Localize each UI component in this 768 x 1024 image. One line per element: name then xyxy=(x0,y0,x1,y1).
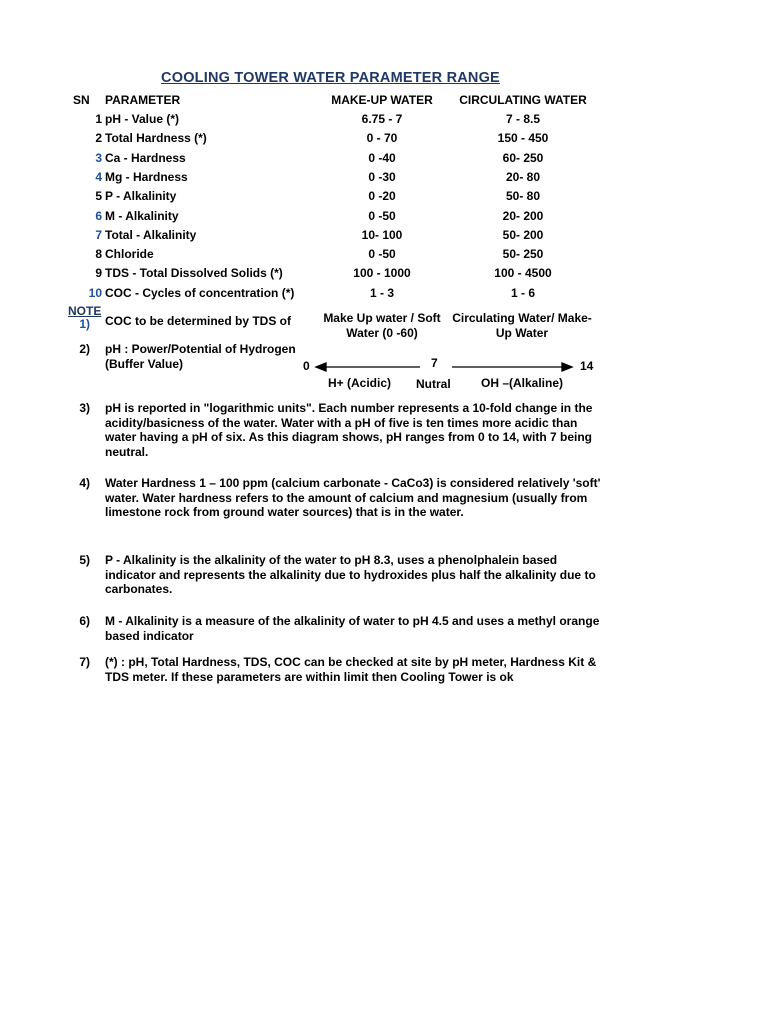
note-text: pH : Power/Potential of Hydrogen (Buffer Value) xyxy=(105,342,296,371)
note-text: M - Alkalinity is a measure of the alkalinity of water to pH 4.5 and uses a methyl orange based indicator xyxy=(105,614,600,643)
ph-scale-max: 14 xyxy=(580,359,594,373)
row-circulating: 60- 250 xyxy=(502,151,544,165)
row-parameter: P - Alkalinity xyxy=(105,189,177,203)
row-sn: 7 xyxy=(95,228,102,242)
ph-scale-min: 0 xyxy=(303,359,310,373)
ph-scale-mid: 7 xyxy=(431,356,438,370)
row-parameter: Mg - Hardness xyxy=(105,170,188,184)
alkaline-arrowhead xyxy=(562,363,572,371)
row-sn: 10 xyxy=(88,286,102,300)
row-makeup: 6.75 - 7 xyxy=(361,112,403,126)
row-makeup: 0 -30 xyxy=(368,170,396,184)
row-sn: 6 xyxy=(95,209,102,223)
ph-acidic-label: H+ (Acidic) xyxy=(328,376,392,390)
acidic-arrowhead xyxy=(316,363,326,371)
row-makeup: 0 -50 xyxy=(368,209,396,223)
row-sn: 4 xyxy=(95,170,102,184)
note-col-makeup: Make Up water / Soft Water (0 -60) xyxy=(323,311,441,340)
row-circulating: 50- 200 xyxy=(502,228,544,242)
note-number: 7) xyxy=(79,655,90,669)
note-text: pH is reported in "logarithmic units". Each number represents a 10-fold change in the acidity/basicness of the water. Water with a pH of five is ten times more acidic than water having a pH of six. As this diagram shows, pH ranges from 0 to 14, with 7 being neutral. xyxy=(105,401,593,459)
row-sn: 3 xyxy=(95,151,102,165)
row-circulating: 50- 250 xyxy=(502,247,544,261)
row-parameter: pH - Value (*) xyxy=(105,112,180,126)
row-makeup: 0 -20 xyxy=(368,189,396,203)
note-text: (*) : pH, Total Hardness, TDS, COC can be checked at site by pH meter, Hardness Kit & TDS meter. If these parameters are within limit then Cooling Tower is ok xyxy=(105,655,597,684)
row-circulating: 50- 80 xyxy=(505,189,541,203)
header-makeup: MAKE-UP WATER xyxy=(331,93,433,107)
row-circulating: 7 - 8.5 xyxy=(505,112,541,126)
row-makeup: 0 -50 xyxy=(368,247,396,261)
row-circulating: 1 - 6 xyxy=(510,286,535,300)
header-sn: SN xyxy=(73,93,90,107)
ph-alkaline-label: OH –(Alkaline) xyxy=(481,376,564,390)
note-col-circulating: Circulating Water/ Make-Up Water xyxy=(452,311,592,340)
row-sn: 8 xyxy=(95,247,102,261)
row-parameter: COC - Cycles of concentration (*) xyxy=(105,286,295,300)
header-parameter: PARAMETER xyxy=(105,93,181,107)
page-title: COOLING TOWER WATER PARAMETER RANGE xyxy=(161,70,500,86)
note-text: P - Alkalinity is the alkalinity of the water to pH 8.3, uses a phenolphalein based indicator and represents the alkalinity due to hydroxides plus half the alkalinity due to carbonates. xyxy=(105,553,596,596)
row-sn: 5 xyxy=(95,189,102,203)
row-sn: 1 xyxy=(95,112,102,126)
row-parameter: Ca - Hardness xyxy=(105,151,186,165)
row-circulating: 100 - 4500 xyxy=(494,266,552,280)
note-label: NOTE xyxy=(68,304,102,318)
row-parameter: Chloride xyxy=(105,247,154,261)
row-circulating: 150 - 450 xyxy=(497,131,549,145)
note-number: 2) xyxy=(79,342,90,356)
row-circulating: 20- 80 xyxy=(505,170,541,184)
row-makeup: 100 - 1000 xyxy=(353,266,411,280)
note-number: 3) xyxy=(79,401,90,415)
row-circulating: 20- 200 xyxy=(502,209,544,223)
note-number: 6) xyxy=(79,614,90,628)
row-makeup: 0 - 70 xyxy=(366,131,398,145)
row-sn: 2 xyxy=(95,131,102,145)
header-circulating: CIRCULATING WATER xyxy=(459,93,587,107)
row-parameter: M - Alkalinity xyxy=(105,209,179,223)
note-number: 5) xyxy=(79,553,90,567)
row-makeup: 1 - 3 xyxy=(369,286,394,300)
row-sn: 9 xyxy=(95,266,102,280)
note-number: 4) xyxy=(79,476,90,490)
ph-neutral-label: Nutral xyxy=(416,377,451,391)
note-text: COC to be determined by TDS of xyxy=(105,314,292,328)
row-parameter: Total Hardness (*) xyxy=(105,131,207,145)
note-text: Water Hardness 1 – 100 ppm (calcium carbonate - CaCo3) is considered relatively 'soft' water. Water hardness refers to the amount of calcium and magnesium (usually from limestone rock from ground water sources) that is in the water. xyxy=(105,476,601,519)
row-parameter: TDS - Total Dissolved Solids (*) xyxy=(105,266,283,280)
row-makeup: 10- 100 xyxy=(361,228,403,242)
row-makeup: 0 -40 xyxy=(368,151,396,165)
note-number: 1) xyxy=(79,317,90,331)
row-parameter: Total - Alkalinity xyxy=(105,228,197,242)
